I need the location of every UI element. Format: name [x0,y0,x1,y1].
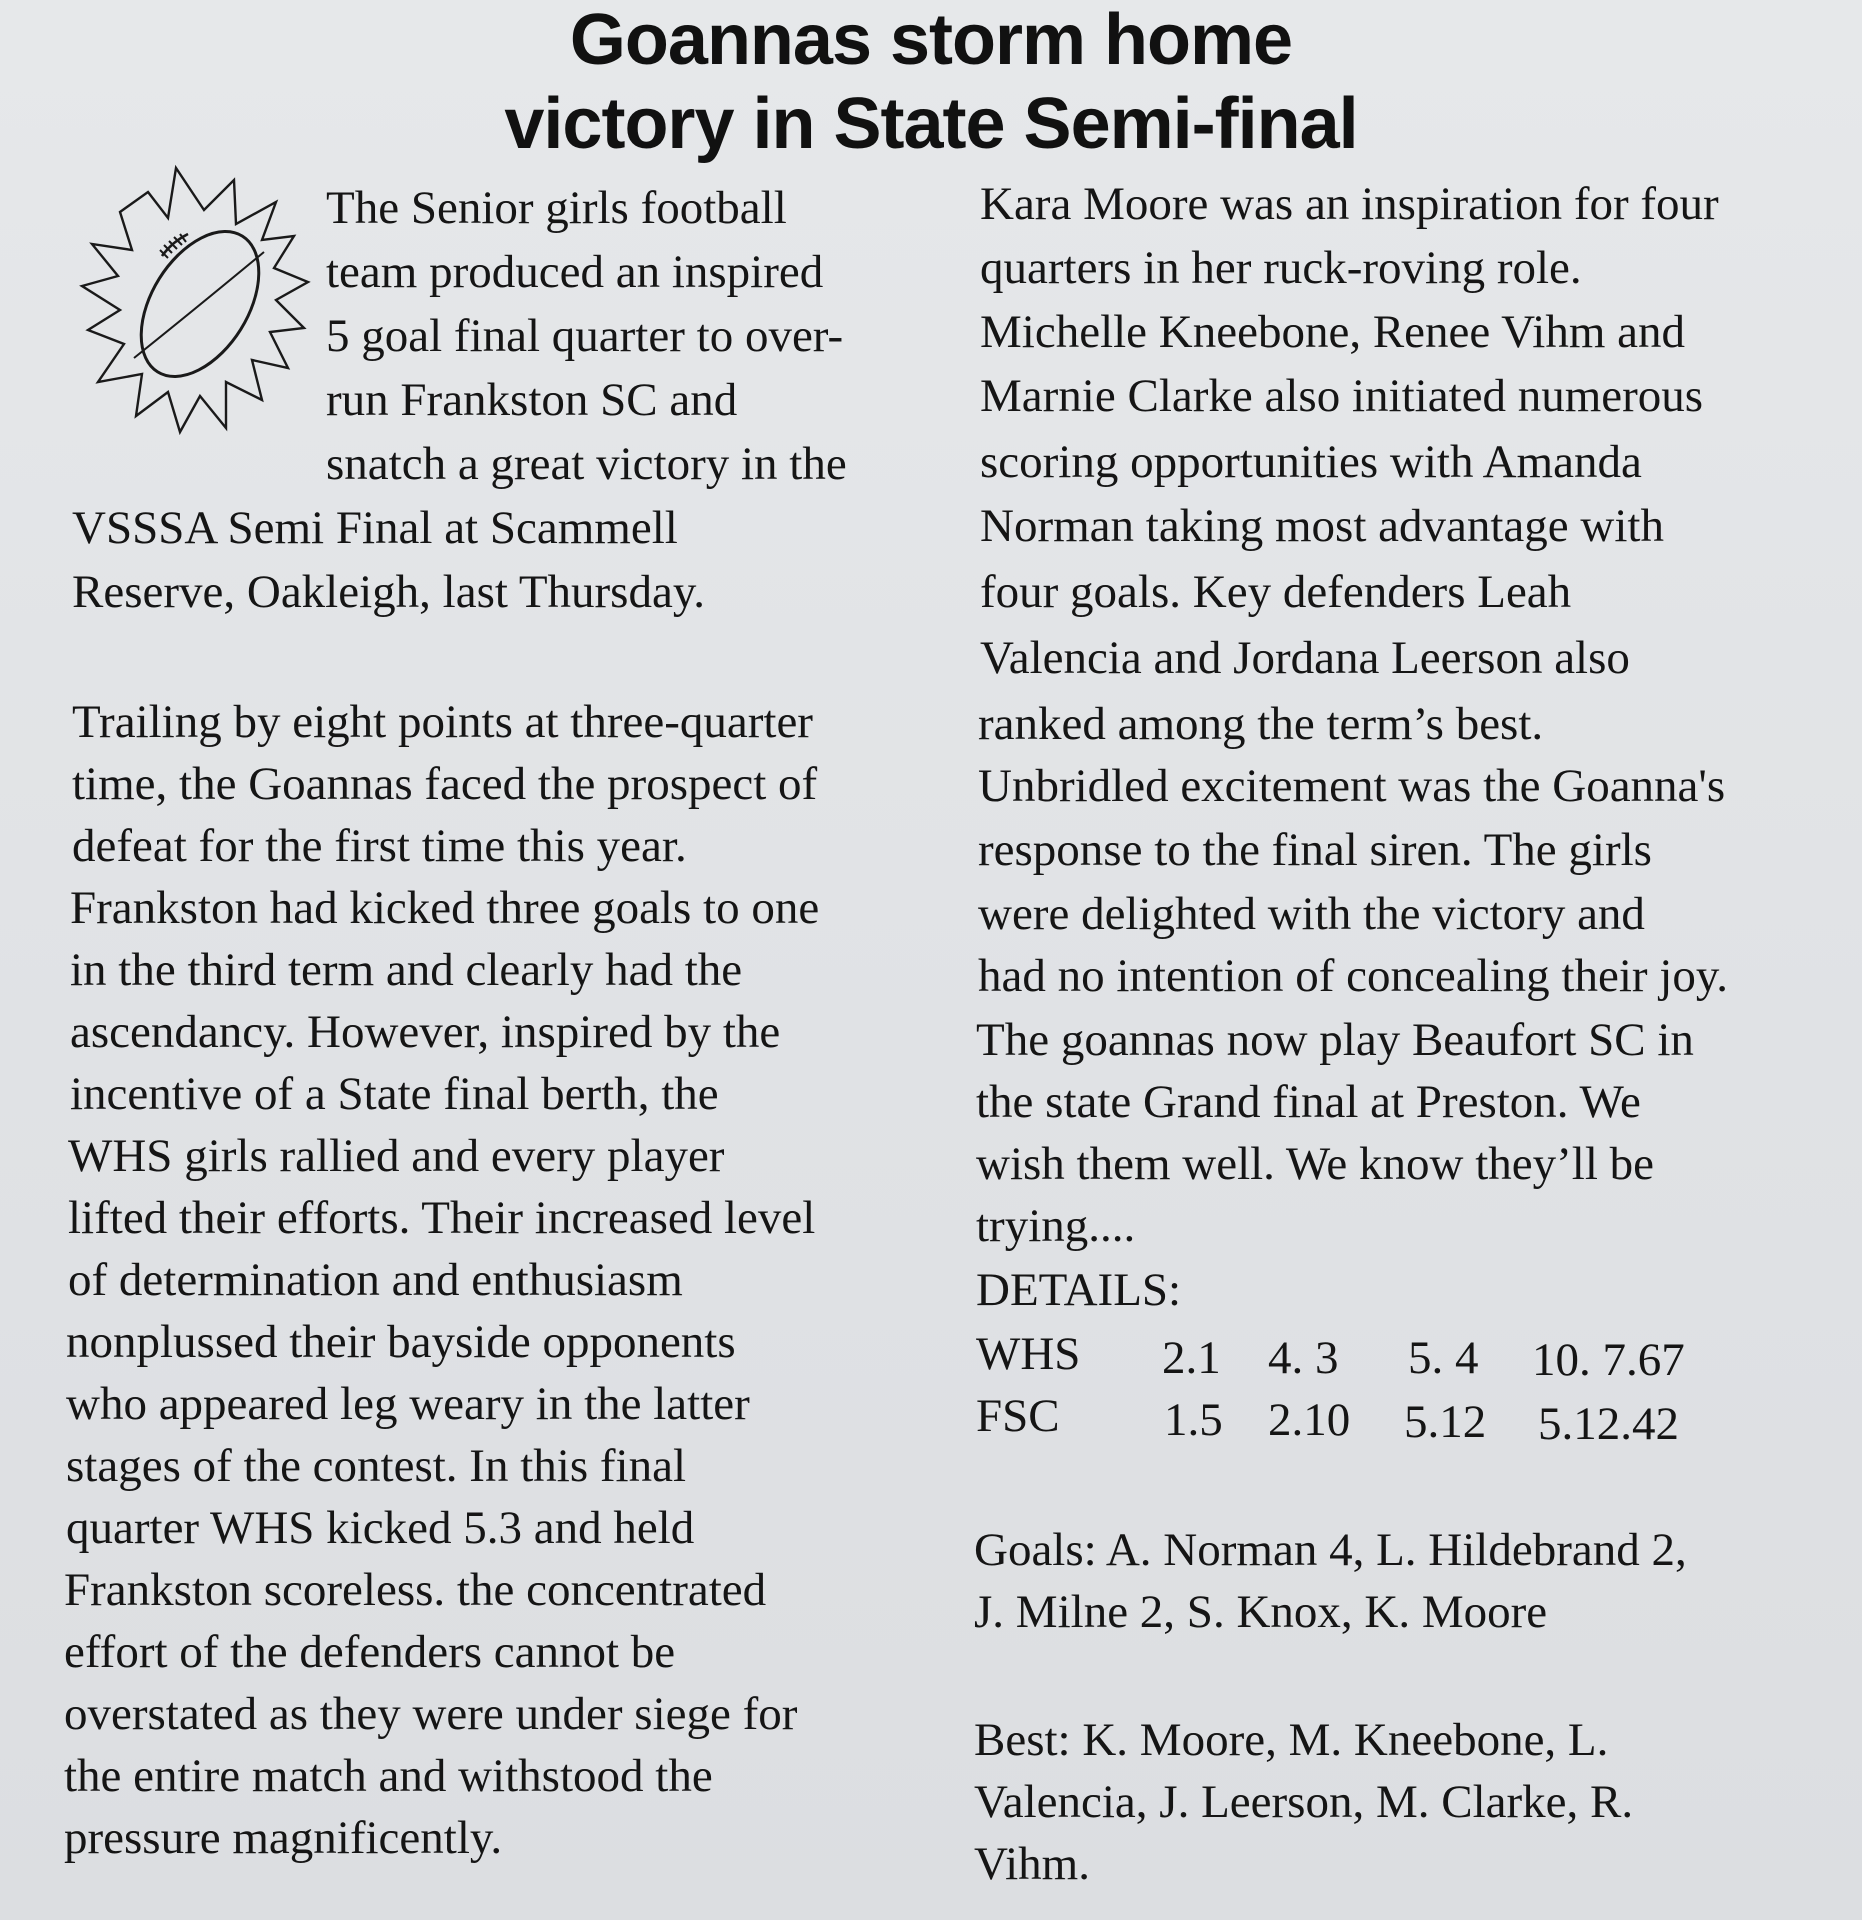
goals-line: J. Milne 2, S. Knox, K. Moore [974,1586,1548,1638]
best-line: Vihm. [974,1838,1090,1890]
score-q1: 1.5 [1164,1394,1223,1446]
right-paragraph-line: The goannas now play Beaufort SC in [976,1014,1694,1066]
left-paragraph-2-line: WHS girls rallied and every player [68,1130,725,1182]
details-label: DETAILS: [976,1264,1182,1316]
right-paragraph-line: trying.... [976,1200,1136,1252]
left-paragraph-2-line: defeat for the first time this year. [72,820,687,872]
right-paragraph-line: scoring opportunities with Amanda [980,436,1642,488]
left-paragraph-1-line: run Frankston SC and [326,374,738,426]
left-paragraph-2-line: in the third term and clearly had the [70,944,743,996]
left-paragraph-2-line: Frankston scoreless. the concentrated [64,1564,767,1616]
headline-line-1: Goannas storm home [569,0,1293,80]
score-final: 5.12.42 [1538,1398,1679,1450]
left-paragraph-1-line: team produced an inspired [326,246,824,298]
left-paragraph-2-line: of determination and enthusiasm [68,1254,683,1306]
left-paragraph-2-line: Frankston had kicked three goals to one [70,882,820,934]
score-team: WHS [976,1328,1081,1380]
left-paragraph-2-line: ascendancy. However, inspired by the [70,1006,781,1058]
right-paragraph-line: Norman taking most advantage with [980,500,1664,552]
right-paragraph-line: Michelle Kneebone, Renee Vihm and [980,306,1685,358]
left-paragraph-1-line: Reserve, Oakleigh, last Thursday. [72,566,706,618]
left-paragraph-2-line: nonplussed their bayside opponents [66,1316,736,1368]
left-paragraph-2-line: incentive of a State final berth, the [70,1068,719,1120]
best-line: Best: K. Moore, M. Kneebone, L. [974,1714,1609,1766]
best-line: Valencia, J. Leerson, M. Clarke, R. [974,1776,1634,1828]
right-paragraph-line: Marnie Clarke also initiated numerous [980,370,1704,422]
score-q3: 5. 4 [1408,1332,1479,1384]
right-paragraph-line: Kara Moore was an inspiration for four [980,178,1719,230]
left-paragraph-2-line: overstated as they were under siege for [64,1688,798,1740]
right-paragraph-line: wish them well. We know they’ll be [976,1138,1655,1190]
right-paragraph-line: had no intention of concealing their joy. [978,950,1729,1002]
score-q1: 2.1 [1162,1332,1221,1384]
right-paragraph-line: the state Grand final at Preston. We [976,1076,1641,1128]
right-paragraph-line: quarters in her ruck-roving role. [980,242,1582,294]
left-paragraph-2-line: effort of the defenders cannot be [64,1626,676,1678]
left-paragraph-1-line: snatch a great victory in the [326,438,847,490]
score-final: 10. 7.67 [1532,1334,1685,1386]
score-team: FSC [976,1390,1060,1442]
left-paragraph-1-line: The Senior girls football [326,182,787,234]
football-sunburst-icon [76,160,316,442]
right-paragraph-line: were delighted with the victory and [978,888,1645,940]
right-paragraph-line: Valencia and Jordana Leerson also [980,632,1630,684]
left-paragraph-2-line: Trailing by eight points at three-quarter [72,696,813,748]
left-paragraph-2-line: pressure magnificently. [64,1812,503,1864]
headline-line-2: victory in State Semi-final [504,84,1358,164]
left-paragraph-2-line: quarter WHS kicked 5.3 and held [66,1502,695,1554]
left-paragraph-2-line: stages of the contest. In this final [66,1440,686,1492]
score-q2: 4. 3 [1268,1332,1339,1384]
left-paragraph-2-line: lifted their efforts. Their increased level [68,1192,816,1244]
score-q3: 5.12 [1404,1396,1487,1448]
goals-line: Goals: A. Norman 4, L. Hildebrand 2, [974,1524,1687,1576]
right-paragraph-line: response to the final siren. The girls [978,824,1652,876]
left-paragraph-1-line: 5 goal final quarter to over- [326,310,844,362]
right-paragraph-line: four goals. Key defenders Leah [980,566,1572,618]
right-paragraph-line: ranked among the term’s best. [978,698,1544,750]
left-paragraph-2-line: who appeared leg weary in the latter [66,1378,750,1430]
left-paragraph-1-line: VSSSA Semi Final at Scammell [72,502,678,554]
score-q2: 2.10 [1268,1394,1351,1446]
left-paragraph-2-line: time, the Goannas faced the prospect of [72,758,818,810]
right-paragraph-line: Unbridled excitement was the Goanna's [978,760,1726,812]
left-paragraph-2-line: the entire match and withstood the [64,1750,713,1802]
